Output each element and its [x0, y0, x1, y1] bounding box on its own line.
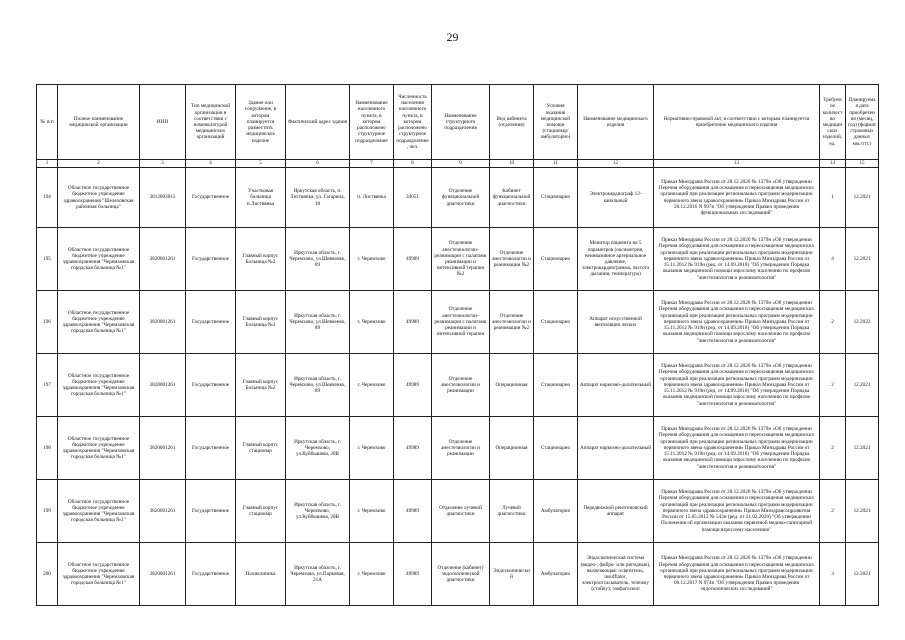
header-row: [37, 85, 879, 160]
cell-date: 12.2021: [846, 543, 879, 606]
column-number: 1: [37, 160, 58, 168]
cell-cabinet: Лучевой диагностики: [490, 480, 534, 543]
column-number: 7: [350, 160, 394, 168]
cell-address: Иркутская область, г. Черемхово, ул.Куйбышева, 28В: [286, 417, 350, 480]
column-header: № п/п: [37, 85, 58, 160]
cell-settlement: г. Черемхово: [350, 228, 394, 291]
cell-qty: 2: [820, 291, 846, 354]
cell-cabinet: Кабинет функциональной диагностики: [490, 168, 534, 228]
cell-act: Приказ Минздрава России от 28.12.2020 № 1379н «Об утверждении Перечня оборудования для оснащения и переоснащения медицинских организаций при реализации региональных программ модернизации первичного звена здравоохранения» Приказ Минздравсоцразвития России от 15.05.2012 № 543н (ред. от 21.02.2020) "Об утверждении Положения об организации оказания первичной медико-санитарной помощи взрослому населению": [654, 480, 820, 543]
cell-type: Государственное: [186, 354, 236, 417]
column-number: 10: [490, 160, 534, 168]
cell-org: Областное государственное бюджетное учреждение здравоохранения "Черемховская городская больница №1": [58, 543, 140, 606]
cell-population: 49989: [394, 480, 432, 543]
cell-type: Государственное: [186, 168, 236, 228]
table-row: [37, 417, 879, 480]
column-number: 2: [58, 160, 140, 168]
table-row: [37, 480, 879, 543]
cell-device: Аппарат наркозно-дыхательный: [578, 417, 654, 480]
cell-org: Областное государственное бюджетное учреждение здравоохранения "Черемховская городская больница №1": [58, 354, 140, 417]
cell-population: 49989: [394, 291, 432, 354]
cell-org: Областное государственное бюджетное учреждение здравоохранения "Черемховская городская больница №1": [58, 291, 140, 354]
equipment-table: [36, 84, 879, 606]
cell-qty: 1: [820, 168, 846, 228]
cell-act: Приказ Минздрава России от 28.12.2020 № 1379н «Об утверждении Перечня оборудования для оснащения и переоснащения медицинских организаций при реализации региональных программ модернизации первичного звена здравоохранения» Приказ Минздрава России от 15.11.2012 № 919н (ред. от 14.09.2018) "Об утверждении Порядка оказания медицинской помощи взрослому населению по профилю "анестезиология и реаниматология": [654, 291, 820, 354]
column-header: Фактический адрес здания: [286, 85, 350, 160]
cell-org: Областное государственное бюджетное учреждение здравоохранения "Черемховская городская больница №1": [58, 228, 140, 291]
cell-device: Передвижной рентгеновский аппарат: [578, 480, 654, 543]
table-row: [37, 228, 879, 291]
cell-building: Главный корпус Больница №2: [236, 228, 286, 291]
column-number: 14: [820, 160, 846, 168]
column-header: Наименование населенного пункта, в котором расположено структурное подразделение: [350, 85, 394, 160]
column-header: Тип медицинской организации в соответствии с номенклатурой медицинских организаций: [186, 85, 236, 160]
cell-unit: Отделение лучевой диагностики: [432, 480, 490, 543]
cell-qty: 3: [820, 543, 846, 606]
cell-act: Приказ Минздрава России от 28.12.2020 № 1379н «Об утверждении Перечня оборудования для оснащения и переоснащения медицинских организаций при реализации региональных программ модернизации первичного звена здравоохранения» Приказ Минздрава России от 15.11.2012 № 919н (ред. от 14.09.2018) "Об утверждении Порядка оказания медицинской помощи взрослому населению по профилю "анестезиология и реаниматология": [654, 228, 820, 291]
cell-device: Аппарат искусственной вентиляции легких: [578, 291, 654, 354]
column-header: Численность населения населенного пункта, в котором расположено структурное подразделение, чел.: [394, 85, 432, 160]
cell-building: Участковая больница п.Листвянка: [236, 168, 286, 228]
cell-type: Государственное: [186, 417, 236, 480]
cell-cabinet: Отделение анестезиологии и реанимации №2: [490, 228, 534, 291]
cell-cabinet: Отделение анестезиологии и реанимации №2: [490, 291, 534, 354]
cell-inn: 3820001261: [140, 291, 186, 354]
cell-inn: 3820001261: [140, 228, 186, 291]
cell-unit: Отделение анестезиологии и реанимации: [432, 354, 490, 417]
cell-building: Главный корпус Больница №2: [236, 291, 286, 354]
cell-type: Государственное: [186, 291, 236, 354]
cell-date: 12.2021: [846, 480, 879, 543]
column-header: Полное наименование медицинской организации: [58, 85, 140, 160]
cell-unit: Отделение анестезиологии и реанимации: [432, 417, 490, 480]
cell-device: Электрокардиограф 12-канальный: [578, 168, 654, 228]
column-header: Наименование медицинского изделия: [578, 85, 654, 160]
cell-org: Областное государственное бюджетное учреждение здравоохранения "Шелеховская районная больница": [58, 168, 140, 228]
column-header: Планируемая дата приобретения (месяц, год) (формат строковых данных мм.гггг.): [846, 85, 879, 160]
cell-address: Иркутская область, г. Черемхово, ул.Шевченко, 89: [286, 291, 350, 354]
cell-unit: Отделение (кабинет) эндоскопической диагностики: [432, 543, 490, 606]
column-header: Условия оказания медицинской помощи (стационар/амбулаторно): [534, 85, 578, 160]
column-number: 5: [236, 160, 286, 168]
cell-settlement: г. Черемхово: [350, 543, 394, 606]
cell-building: Главный корпус стационар: [236, 480, 286, 543]
table-row: [37, 354, 879, 417]
cell-cabinet: Эндоскопический: [490, 543, 534, 606]
cell-settlement: г. Черемхово: [350, 417, 394, 480]
cell-act: Приказ Минздрава России от 28.12.2020 № 1379н «Об утверждении Перечня оборудования для оснащения и переоснащения медицинских организаций при реализации региональных программ модернизации первичного звена здравоохранения» Приказ Минздрава России от 15.11.2012 № 919н (ред. от 14.09.2018) "Об утверждении Порядка оказания медицинской помощи взрослому населению по профилю "анестезиология и реаниматология": [654, 354, 820, 417]
column-number: 4: [186, 160, 236, 168]
cell-num: 196: [37, 291, 58, 354]
column-header: Требуемое количество медицинских изделий, ед.: [820, 85, 846, 160]
table-row: [37, 168, 879, 228]
cell-date: 12.2021: [846, 168, 879, 228]
cell-act: Приказ Минздрава России от 28.12.2020 № 1379н «Об утверждении Перечня оборудования для оснащения и переоснащения медицинских организаций при реализации региональных программ модернизации первичного звена здравоохранения» Приказ Минздрава России от 06.12.2017 N 974н "Об утверждении Правил проведения эндоскопических исследований": [654, 543, 820, 606]
cell-unit: Отделение функциональной диагностики: [432, 168, 490, 228]
cell-address: Иркутская область, г. Черемхово, ул.Куйбышева, 28В: [286, 480, 350, 543]
cell-conditions: Стационарно: [534, 354, 578, 417]
cell-cabinet: Операционная: [490, 354, 534, 417]
cell-population: 49989: [394, 543, 432, 606]
cell-inn: 3820001261: [140, 354, 186, 417]
column-number: 6: [286, 160, 350, 168]
cell-address: Иркутская область, г. Черемхово, ул.Шевченко, 89: [286, 228, 350, 291]
cell-inn: 3820001261: [140, 480, 186, 543]
table-row: [37, 543, 879, 606]
cell-date: 12.2021: [846, 228, 879, 291]
cell-num: 199: [37, 480, 58, 543]
column-header: Наименование структурного подразделения: [432, 85, 490, 160]
column-number: 11: [534, 160, 578, 168]
column-number: 13: [654, 160, 820, 168]
cell-type: Государственное: [186, 228, 236, 291]
cell-building: Главный корпус Больница №2: [236, 354, 286, 417]
cell-num: 195: [37, 228, 58, 291]
column-header: ИНН: [140, 85, 186, 160]
column-number: 8: [394, 160, 432, 168]
cell-type: Государственное: [186, 480, 236, 543]
cell-building: Главный корпус стационар: [236, 417, 286, 480]
cell-conditions: Стационарно: [534, 228, 578, 291]
cell-num: 198: [37, 417, 58, 480]
cell-date: 12.2021: [846, 354, 879, 417]
cell-settlement: г. Черемхово: [350, 291, 394, 354]
cell-device: Монитор пациента на 5 параметров (оксиметрия, неинвазивное артериальное давление, электрокардиограмма, частота дыхания, температура): [578, 228, 654, 291]
cell-population: 34651: [394, 168, 432, 228]
cell-population: 49989: [394, 354, 432, 417]
cell-settlement: г. Черемхово: [350, 480, 394, 543]
cell-act: Приказ Минздрава России от 28.12.2020 № 1379н «Об утверждении Перечня оборудования для оснащения и переоснащения медицинских организаций при реализации региональных программ модернизации первичного звена здравоохранения» Приказ Минздрава России от 26.12.2016 N 997н "Об утверждении Правил проведения функциональных исследований": [654, 168, 820, 228]
column-number: 9: [432, 160, 490, 168]
page-number: 29: [446, 30, 459, 44]
cell-unit: Отделение анестезиологии-реанимации с палатами реанимации и интенсивной терапии: [432, 291, 490, 354]
cell-population: 49989: [394, 417, 432, 480]
cell-org: Областное государственное бюджетное учреждение здравоохранения "Черемховская городская больница №1": [58, 480, 140, 543]
cell-building: Поликлиника: [236, 543, 286, 606]
column-number: 12: [578, 160, 654, 168]
column-header: Здание или сооружение, в котором планируется разместить медицинское изделие: [236, 85, 286, 160]
cell-qty: 4: [820, 228, 846, 291]
cell-conditions: Амбулаторно: [534, 480, 578, 543]
cell-conditions: Стационарно: [534, 168, 578, 228]
table-row: [37, 291, 879, 354]
cell-act: Приказ Минздрава России от 28.12.2020 № 1379н «Об утверждении Перечня оборудования для оснащения и переоснащения медицинских организаций при реализации региональных программ модернизации первичного звена здравоохранения» Приказ Минздрава России от 15.11.2012 № 919н (ред. от 14.09.2018) "Об утверждении Порядка оказания медицинской помощи взрослому населению по профилю "анестезиология и реаниматология": [654, 417, 820, 480]
cell-conditions: Амбулаторно: [534, 543, 578, 606]
column-header: Вид кабинета (отделения): [490, 85, 534, 160]
cell-cabinet: Операционная: [490, 417, 534, 480]
cell-inn: 3820001261: [140, 417, 186, 480]
cell-address: Иркутская область, г. Черемхово, ул.Шевченко, 89: [286, 354, 350, 417]
column-number: 15: [846, 160, 879, 168]
cell-conditions: Стационарно: [534, 291, 578, 354]
cell-type: Государственное: [186, 543, 236, 606]
cell-unit: Отделение анестезиологии-реанимации с палатами реанимации и интенсивной терапии №2: [432, 228, 490, 291]
cell-qty: 2: [820, 417, 846, 480]
cell-device: Эндоскопическая система (видео-, фибро- или ригидные), включающая: осветитель, insufflator, электроотсасыватель, тележку (стойку); эзофагоскоп: [578, 543, 654, 606]
cell-address: Иркутская область, г. Черемхово, ул.Парковая, 21А: [286, 543, 350, 606]
cell-date: 12.2022: [846, 291, 879, 354]
cell-address: Иркутская область, п. Листвянка, ул. Гагарина, 18: [286, 168, 350, 228]
cell-inn: 3820001261: [140, 543, 186, 606]
cell-qty: 2: [820, 354, 846, 417]
column-number-row: [37, 160, 879, 168]
cell-settlement: г. Черемхово: [350, 354, 394, 417]
column-number: 3: [140, 160, 186, 168]
cell-population: 49989: [394, 228, 432, 291]
cell-inn: 3812003015: [140, 168, 186, 228]
cell-device: Аппарат наркозно-дыхательный: [578, 354, 654, 417]
cell-num: 197: [37, 354, 58, 417]
column-header: Нормативно-правовой акт, в соответствии с которым планируется приобретение медицинского изделия: [654, 85, 820, 160]
cell-org: Областное государственное бюджетное учреждение здравоохранения "Черемховская городская больница №1": [58, 417, 140, 480]
cell-num: 194: [37, 168, 58, 228]
cell-settlement: п. Листвянка: [350, 168, 394, 228]
cell-date: 12.2021: [846, 417, 879, 480]
cell-num: 200: [37, 543, 58, 606]
cell-conditions: Стационарно: [534, 417, 578, 480]
cell-qty: 2: [820, 480, 846, 543]
